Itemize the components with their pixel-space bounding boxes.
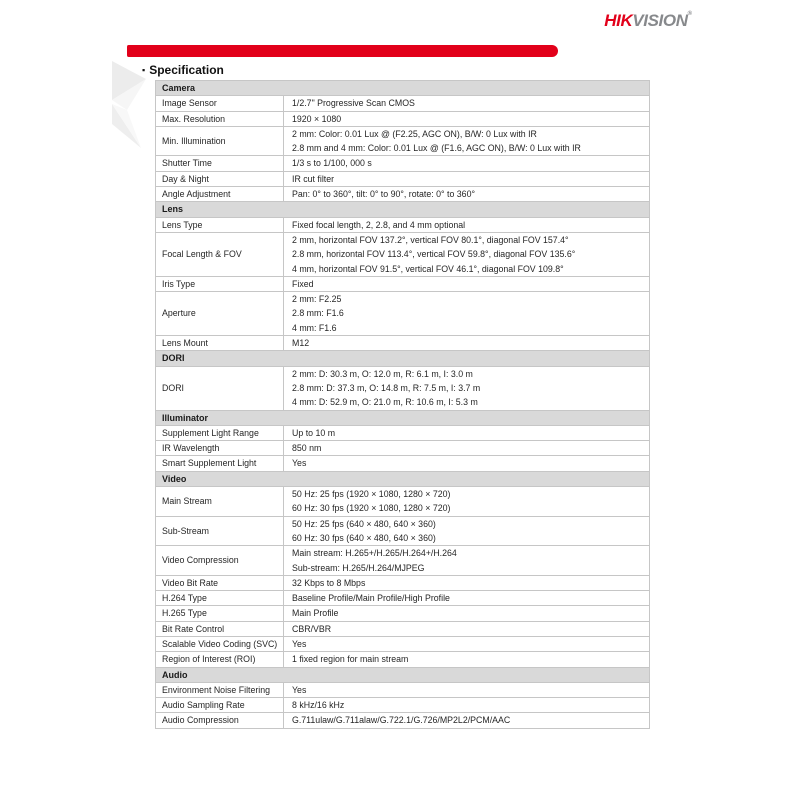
spec-row xyxy=(156,425,650,440)
spec-value-line: 2 mm: F2.25 xyxy=(292,294,342,305)
spec-label: Video Compression xyxy=(156,546,284,576)
spec-row xyxy=(156,232,650,276)
spec-row xyxy=(156,336,650,351)
spec-row xyxy=(156,156,650,171)
spec-value xyxy=(284,126,650,156)
spec-label: Environment Noise Filtering xyxy=(156,682,284,697)
logo-vision-text: VISION xyxy=(632,11,688,30)
spec-label: Aperture xyxy=(156,292,284,336)
spec-section-row xyxy=(156,202,650,217)
spec-value xyxy=(284,366,650,410)
spec-row xyxy=(156,217,650,232)
spec-row xyxy=(156,487,650,517)
spec-value-line: 8 kHz/16 kHz xyxy=(292,700,345,711)
spec-value xyxy=(284,456,650,471)
spec-value-line: 2.8 mm: D: 37.3 m, O: 14.8 m, R: 7.5 m, I: 3.7 m xyxy=(292,382,481,393)
spec-value xyxy=(284,636,650,651)
spec-value-line: 2 mm: D: 30.3 m, O: 12.0 m, R: 6.1 m, I: 3.0 m xyxy=(292,368,473,379)
spec-value-line: G.711ulaw/G.711alaw/G.722.1/G.726/MP2L2/PCM/AAC xyxy=(292,715,511,726)
spec-row xyxy=(156,575,650,590)
spec-value-line: 32 Kbps to 8 Mbps xyxy=(292,577,366,588)
spec-label: Bit Rate Control xyxy=(156,621,284,636)
page-title xyxy=(142,63,224,77)
registered-trademark-icon: ® xyxy=(687,11,692,17)
spec-value-line: 50 Hz: 25 fps (1920 × 1080, 1280 × 720) xyxy=(292,489,451,500)
spec-section-header: Illuminator xyxy=(156,410,650,425)
spec-section-row xyxy=(156,471,650,486)
spec-label: Sub-Stream xyxy=(156,516,284,546)
spec-value xyxy=(284,652,650,667)
spec-value xyxy=(284,591,650,606)
spec-row xyxy=(156,187,650,202)
spec-value xyxy=(284,682,650,697)
spec-value xyxy=(284,575,650,590)
logo-hik-text: HIK xyxy=(604,11,633,30)
spec-row xyxy=(156,621,650,636)
spec-value-line: Main stream: H.265+/H.265/H.264+/H.264 xyxy=(292,548,457,559)
spec-row xyxy=(156,591,650,606)
spec-value xyxy=(284,425,650,440)
spec-section-header: Lens xyxy=(156,202,650,217)
accent-bar xyxy=(127,45,558,57)
spec-value xyxy=(284,232,650,276)
spec-section-row xyxy=(156,667,650,682)
spec-value-line: 2 mm: Color: 0.01 Lux @ (F2.25, AGC ON), B/W: 0 Lux with IR xyxy=(292,128,537,139)
spec-label: Video Bit Rate xyxy=(156,575,284,590)
spec-value-line: 1 fixed region for main stream xyxy=(292,654,409,665)
spec-value-line: 1920 × 1080 xyxy=(292,113,342,124)
spec-row xyxy=(156,111,650,126)
spec-row xyxy=(156,606,650,621)
spec-value-line: M12 xyxy=(292,338,310,349)
spec-table-body xyxy=(156,81,650,729)
spec-value-line: 60 Hz: 30 fps (640 × 480, 640 × 360) xyxy=(292,532,436,543)
spec-row xyxy=(156,292,650,336)
spec-label: Scalable Video Coding (SVC) xyxy=(156,636,284,651)
spec-value-line: Yes xyxy=(292,458,307,469)
spec-label: Lens Mount xyxy=(156,336,284,351)
spec-value xyxy=(284,487,650,517)
spec-row xyxy=(156,698,650,713)
spec-label: H.264 Type xyxy=(156,591,284,606)
spec-value-line: 1/3 s to 1/100, 000 s xyxy=(292,158,372,169)
spec-value-line: 2.8 mm: F1.6 xyxy=(292,308,344,319)
spec-value-line: 2.8 mm and 4 mm: Color: 0.01 Lux @ (F1.6, AGC ON), B/W: 0 Lux with IR xyxy=(292,143,581,154)
spec-label: IR Wavelength xyxy=(156,441,284,456)
spec-label: Lens Type xyxy=(156,217,284,232)
spec-label: Supplement Light Range xyxy=(156,425,284,440)
spec-value-line: 850 nm xyxy=(292,443,322,454)
spec-value xyxy=(284,621,650,636)
spec-section-header: Video xyxy=(156,471,650,486)
spec-section-row xyxy=(156,410,650,425)
spec-row xyxy=(156,636,650,651)
spec-label: Min. Illumination xyxy=(156,126,284,156)
spec-value xyxy=(284,171,650,186)
spec-section-header: DORI xyxy=(156,351,650,366)
spec-row xyxy=(156,276,650,291)
spec-row xyxy=(156,96,650,111)
spec-value xyxy=(284,698,650,713)
spec-value-line: 1/2.7" Progressive Scan CMOS xyxy=(292,98,415,109)
spec-label: DORI xyxy=(156,366,284,410)
spec-value-line: Up to 10 m xyxy=(292,427,336,438)
spec-value xyxy=(284,96,650,111)
spec-section-row xyxy=(156,81,650,96)
spec-row xyxy=(156,366,650,410)
spec-value-line: 2.8 mm, horizontal FOV 113.4°, vertical FOV 59.8°, diagonal FOV 135.6° xyxy=(292,249,576,260)
spec-value-line: 50 Hz: 25 fps (640 × 480, 640 × 360) xyxy=(292,518,436,529)
spec-value-line: 4 mm: F1.6 xyxy=(292,322,337,333)
spec-value xyxy=(284,111,650,126)
spec-value-line: 2 mm, horizontal FOV 137.2°, vertical FOV 80.1°, diagonal FOV 157.4° xyxy=(292,234,569,245)
spec-value xyxy=(284,516,650,546)
spec-value xyxy=(284,292,650,336)
spec-label: Iris Type xyxy=(156,276,284,291)
spec-value-line: Fixed focal length, 2, 2.8, and 4 mm optional xyxy=(292,219,466,230)
spec-value xyxy=(284,441,650,456)
spec-label: Max. Resolution xyxy=(156,111,284,126)
spec-value-line: 4 mm: D: 52.9 m, O: 21.0 m, R: 10.6 m, I: 5.3 m xyxy=(292,397,478,408)
spec-label: Region of Interest (ROI) xyxy=(156,652,284,667)
spec-value xyxy=(284,156,650,171)
spec-row xyxy=(156,682,650,697)
spec-label: Main Stream xyxy=(156,487,284,517)
spec-section-header: Camera xyxy=(156,81,650,96)
spec-row xyxy=(156,713,650,728)
hikvision-logo xyxy=(0,11,692,31)
spec-value-line: Yes xyxy=(292,684,307,695)
spec-value xyxy=(284,606,650,621)
spec-value-line: 4 mm, horizontal FOV 91.5°, vertical FOV 46.1°, diagonal FOV 109.8° xyxy=(292,263,564,274)
spec-row xyxy=(156,126,650,156)
spec-row xyxy=(156,441,650,456)
spec-label: Angle Adjustment xyxy=(156,187,284,202)
spec-row xyxy=(156,652,650,667)
spec-label: Audio Compression xyxy=(156,713,284,728)
spec-label: Focal Length & FOV xyxy=(156,232,284,276)
bullet-icon: ▪ xyxy=(142,65,146,75)
spec-value-line: Fixed xyxy=(292,278,314,289)
spec-label: Audio Sampling Rate xyxy=(156,698,284,713)
page-title-text: Specification xyxy=(149,63,224,77)
spec-value-line: Sub-stream: H.265/H.264/MJPEG xyxy=(292,562,425,573)
spec-value-line: Yes xyxy=(292,638,307,649)
spec-value xyxy=(284,276,650,291)
spec-value xyxy=(284,546,650,576)
spec-value xyxy=(284,187,650,202)
spec-label: Shutter Time xyxy=(156,156,284,171)
spec-label: Image Sensor xyxy=(156,96,284,111)
spec-value xyxy=(284,713,650,728)
spec-label: H.265 Type xyxy=(156,606,284,621)
spec-value xyxy=(284,336,650,351)
spec-table xyxy=(155,80,650,729)
spec-value-line: CBR/VBR xyxy=(292,623,332,634)
spec-label: Smart Supplement Light xyxy=(156,456,284,471)
spec-section-row xyxy=(156,351,650,366)
spec-value-line: 60 Hz: 30 fps (1920 × 1080, 1280 × 720) xyxy=(292,503,451,514)
spec-row xyxy=(156,171,650,186)
spec-value-line: Pan: 0° to 360°, tilt: 0° to 90°, rotate: 0° to 360° xyxy=(292,189,475,200)
spec-value xyxy=(284,217,650,232)
spec-row xyxy=(156,546,650,576)
spec-label: Day & Night xyxy=(156,171,284,186)
spec-row xyxy=(156,456,650,471)
spec-value-line: Baseline Profile/Main Profile/High Profile xyxy=(292,593,450,604)
spec-row xyxy=(156,516,650,546)
spec-value-line: Main Profile xyxy=(292,608,339,619)
spec-section-header: Audio xyxy=(156,667,650,682)
spec-value-line: IR cut filter xyxy=(292,173,335,184)
